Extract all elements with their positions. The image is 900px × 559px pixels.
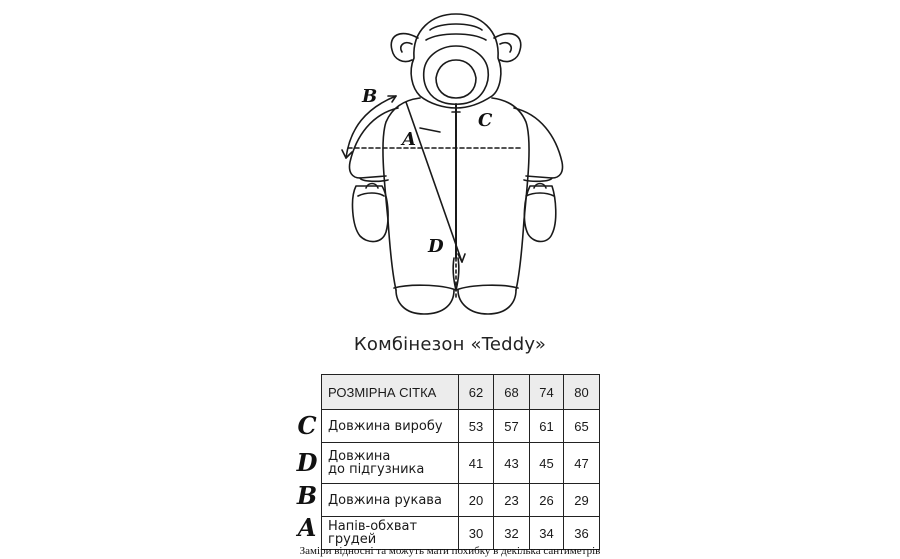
row-letter-a: A [297, 513, 317, 542]
row-letter-b: B [296, 481, 318, 510]
value-cell: 53 [459, 410, 494, 443]
row-label: Напів-обхват грудей [322, 517, 459, 550]
value-cell: 20 [459, 484, 494, 517]
row-letter-d: D [296, 448, 318, 477]
value-cell: 47 [564, 443, 600, 484]
table-header-row [322, 375, 600, 410]
table-row [322, 443, 600, 484]
diagram-label-b: B [362, 86, 378, 107]
diagram-label-c: C [478, 110, 493, 131]
value-cell: 41 [459, 443, 494, 484]
value-cell: 23 [494, 484, 530, 517]
size-cell: 80 [564, 375, 600, 410]
value-cell: 65 [564, 410, 600, 443]
value-cell: 43 [494, 443, 530, 484]
row-letter-c: C [297, 411, 317, 440]
value-cell: 29 [564, 484, 600, 517]
row-label: Довжина виробу [322, 410, 459, 443]
value-cell: 61 [530, 410, 564, 443]
size-cell: 62 [459, 375, 494, 410]
table-header-label: РОЗМІРНА СІТКА [322, 375, 459, 410]
right-sleeve [514, 108, 563, 178]
hood-outline [411, 14, 501, 108]
diagram-label-a: A [402, 129, 416, 150]
size-cell: 74 [530, 375, 564, 410]
table-row [322, 484, 600, 517]
left-sleeve [349, 108, 398, 178]
value-cell: 45 [530, 443, 564, 484]
row-label: Довжина до підгузника [322, 443, 459, 484]
value-cell: 32 [494, 517, 530, 550]
footnote: Заміри відносні та можуть мати похибку в декілька сантиметрів [299, 545, 601, 557]
size-chart-table [321, 374, 600, 550]
value-cell: 26 [530, 484, 564, 517]
value-cell: 57 [494, 410, 530, 443]
value-cell: 34 [530, 517, 564, 550]
value-cell: 36 [564, 517, 600, 550]
product-title: Комбінезон «Teddy» [353, 334, 547, 355]
value-cell: 30 [459, 517, 494, 550]
size-cell: 68 [494, 375, 530, 410]
row-label: Довжина рукава [322, 484, 459, 517]
left-mitten [353, 186, 389, 242]
table-row [322, 410, 600, 443]
diagram-label-d: D [428, 236, 444, 257]
